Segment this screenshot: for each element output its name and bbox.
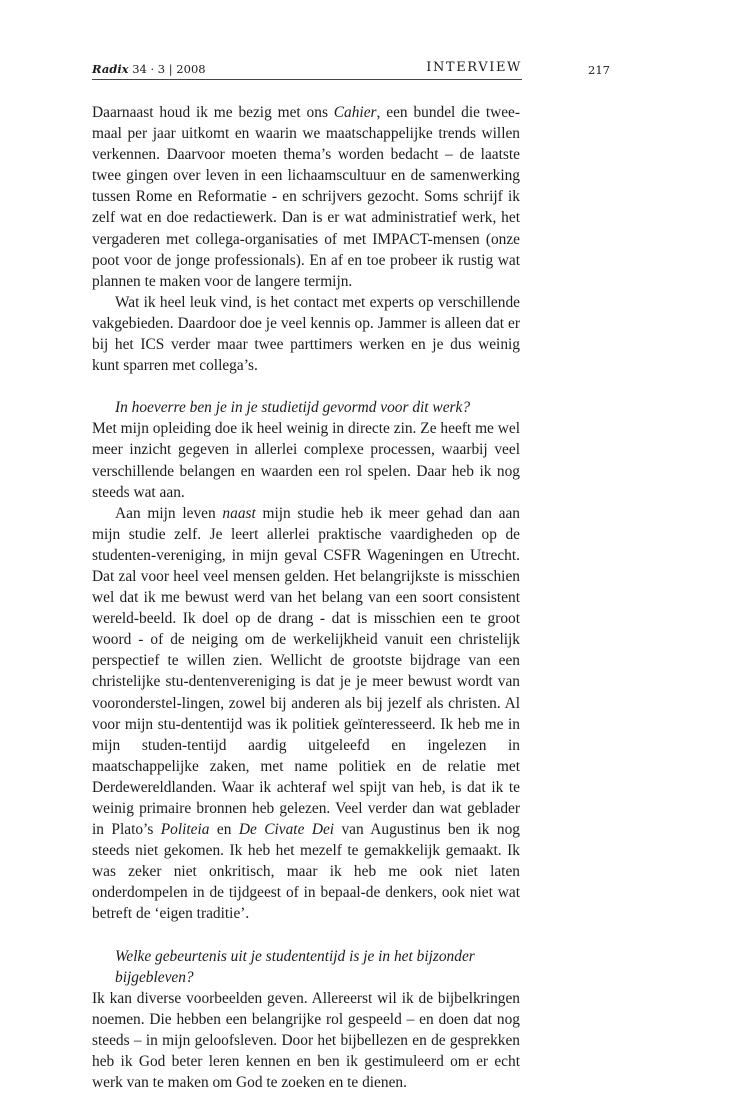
paragraph-2: Wat ik heel leuk vind, is het contact met experts op verschillende vakgebieden. Daardoor doe je veel kennis op. Jammer is alleen dat er bij het ICS verder maar twee parttimers werken en je dus weinig kunt sparren met collega’s. bbox=[92, 293, 520, 375]
running-header bbox=[92, 60, 610, 82]
cahier-title: Cahier bbox=[333, 104, 377, 121]
article-body bbox=[92, 102, 520, 1093]
running-head-left bbox=[92, 62, 206, 76]
politeia-title: Politeia bbox=[160, 821, 210, 839]
de-civate-dei-title: De Civate Dei bbox=[238, 821, 335, 839]
paragraph-4: Aan mijn leven naast mijn studie heb ik meer gehad dan aan mijn studie zelf. Je leert allerlei praktische vaardigheden op de studenten-vereniging, in mijn geval CSFR Wageningen en Utrecht. Dat zal voor heel veel mensen gelden. Het belangrijkste is misschien wel dat ik me bewust werd van het belang van een soort consistent wereld-beeld. Ik doel op de drang - dat is misschien een te groot woord - of de neiging om de werkelijkheid vanuit een christelijk perspectief te willen zien. Wellicht de grootste bijdrage van een christelijke stu-dentenvereniging is dat je je meer bewust wordt van vooronderstel-lingen, zowel bij anderen als bij jezelf als christen. Al voor mijn stu-dententijd was ik politiek geïnteresseerd. Ik heb me in mijn studen-tentijd aardig uitgeleefd en ingelezen in maatschappelijke zaken, met name politiek en de relatie met Derdewereldlanden. Waar ik achteraf wel spijt van heb, is dat ik te weinig primaire bronnen heb gelezen. Veel verder dan wat geblader in Plato’s Politeia en De Civate Dei van Augustinus ben ik nog steeds niet gekomen. Ik heb het mezelf te gemakkelijk gemaakt. Ik was zeker niet onkritisch, maar ik heb me ook niet laten onderdompelen in de tijdgeest of in bepaal-de denkers, ook niet wat betreft de ‘eigen traditie’. bbox=[92, 504, 520, 923]
issue-info: 34 · 3 | 2008 bbox=[132, 62, 206, 76]
paragraph-1: Daarnaast houd ik me bezig met ons Cahier, een bundel die twee-maal per jaar uitkomt en waarin we maatschappelijke trends willen verkennen. Daarvoor moeten thema’s worden bedacht – de laatste twee gingen over leven in een lichaamscultuur en de samenwerking tussen Rome en Reformatie - en schrijvers gezocht. Soms schrijf ik zelf wat en doe redactiewerk. Dan is er wat administratief werk, het vergaderen met collega-organisaties of met IMPACT-mensen (onze poot voor de jonge professionals). En af en toe probeer ik rustig wat plannen te maken voor de langere termijn. bbox=[92, 104, 520, 290]
journal-title: Radix bbox=[92, 62, 129, 76]
header-rule bbox=[92, 79, 522, 80]
page-number: 217 bbox=[588, 63, 610, 77]
emphasis-naast: naast bbox=[222, 504, 256, 522]
paragraph-3: Met mijn opleiding doe ik heel weinig in directe zin. Ze heeft me wel meer inzicht gegeven in allerlei complexe processen, waarbij veel verschillende belangen en waarden een rol spelen. Daar heb ik nog steeds wat aan. bbox=[92, 420, 520, 501]
paragraph-5: Ik kan diverse voorbeelden geven. Allereerst wil ik de bijbelkringen noemen. Die hebben een belangrijke rol gespeeld – en doen dat nog steeds – in mijn geloofsleven. Door het bijbellezen en de gesprekken heb ik God beter leren kennen en ben ik gestimuleerd om er echt werk van te maken om God te zoeken en te dienen. bbox=[92, 989, 520, 1092]
interview-question-2: Welke gebeurtenis uit je studententijd is je in het bijzonder bijgebleven? bbox=[115, 947, 475, 986]
interview-question-1: In hoeverre ben je in je studietijd gevormd voor dit werk? bbox=[115, 399, 471, 417]
section-title: INTERVIEW bbox=[426, 60, 522, 75]
